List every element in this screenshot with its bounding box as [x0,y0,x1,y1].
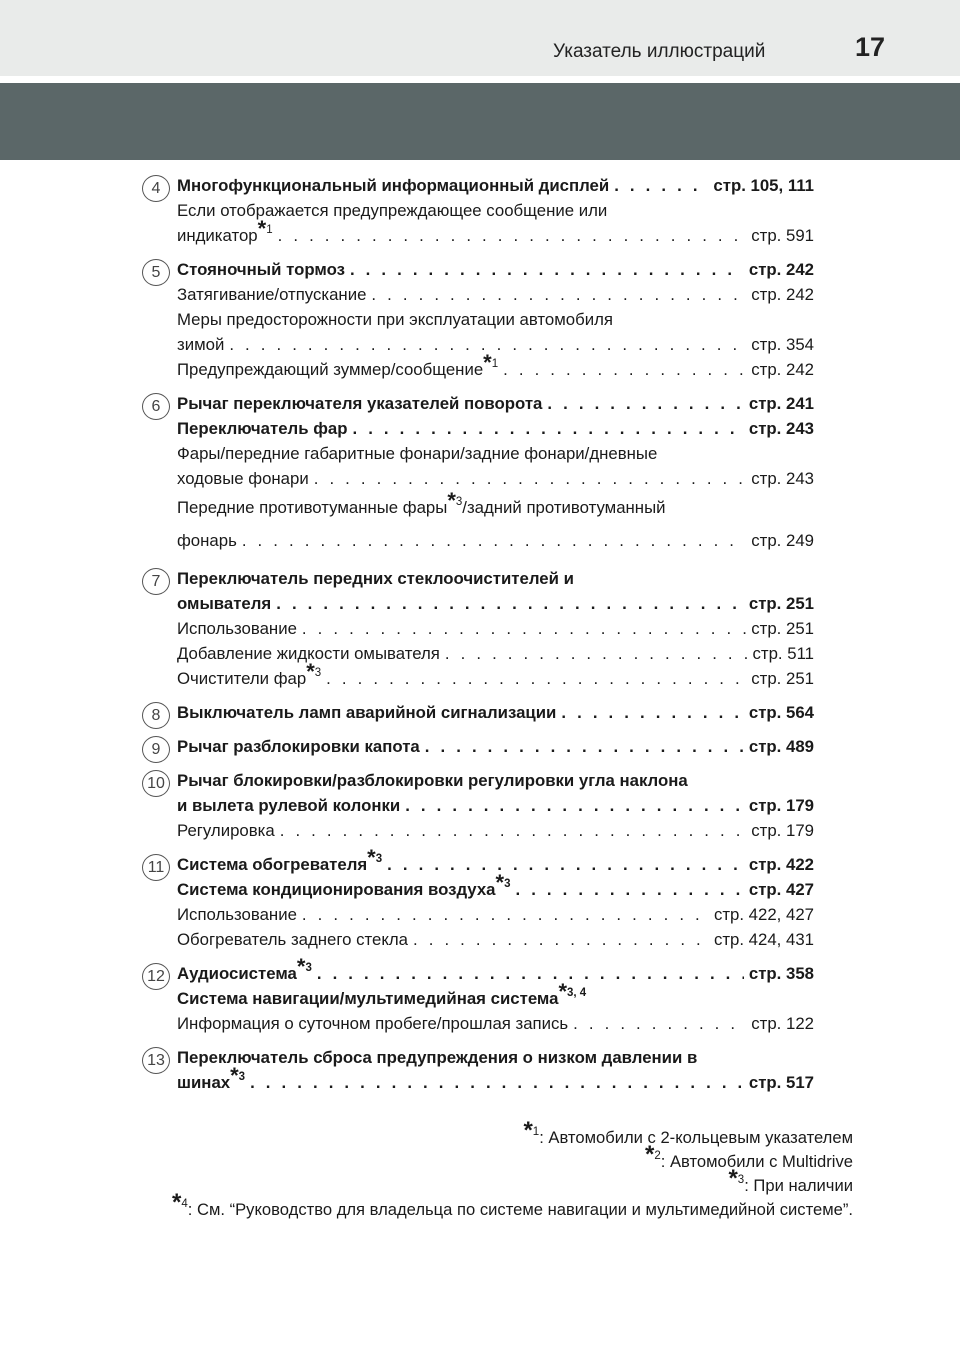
dot-leader [317,961,744,986]
index-entry [177,332,814,357]
page-reference: стр. 241 [748,394,814,413]
index-entry-label [177,734,420,759]
section-gap [0,952,960,961]
index-section [0,566,960,691]
page-reference: стр. 251 [748,594,814,613]
footnote-item [150,1117,853,1150]
callout-number-badge: 11 [142,854,170,881]
index-line-text: Система навигации/мультимедийная система [177,989,559,1008]
index-entry-text: Обогреватель заднего стекла [177,930,408,949]
index-section [0,391,960,557]
section-gap [0,725,960,734]
dot-leader [445,641,748,666]
index-entry-label [177,927,408,952]
asterisk-icon: * [483,350,492,376]
index-line [177,979,814,1011]
index-entry-label [177,954,312,986]
index-line [177,488,814,524]
footnote-item [150,1165,853,1198]
index-entry [177,173,814,198]
dot-leader [614,173,708,198]
page-reference: стр. 354 [751,335,814,354]
footnote-ref [558,979,587,1005]
index-entry-text: Аудиосистема [177,964,297,983]
index-section [0,845,960,952]
callout-number-badge: 5 [142,259,170,286]
page-reference: стр. 122 [751,1014,814,1033]
index-entry-label [177,902,297,927]
asterisk-icon: * [306,659,315,685]
dot-leader [547,391,743,416]
index-entry-label [177,1011,568,1036]
index-entry-label [177,870,511,902]
page-reference: стр. 105, 111 [713,176,814,195]
footnote-marker [172,1189,188,1217]
page-reference: стр. 251 [751,669,814,688]
index-entry-text: Затягивание/отпускание [177,285,367,304]
index-entry-text: омывателя [177,594,272,613]
index-entry [177,216,814,248]
index-entry-text: Рычаг переключателя указателей поворота [177,394,543,413]
illustration-index-list [0,173,960,1095]
footnote-ref [257,216,273,242]
index-entry-label [177,391,542,416]
index-line-text: Если отображается предупреждающее сообщение или [177,201,608,220]
page-reference: стр. 358 [748,964,814,983]
index-entry [177,954,814,986]
index-entry [177,927,814,952]
footnote-marker-number: 4 [181,1198,188,1211]
index-line [177,441,814,466]
index-entry-label [177,793,400,818]
dot-leader [242,524,746,557]
section-gap [0,382,960,391]
page-reference: стр. 251 [751,619,814,638]
callout-number-badge: 10 [142,770,170,797]
index-entry-text: Добавление жидкости омывателя [177,644,440,663]
index-entry-text: Использование [177,619,297,638]
footnote-ref-number: 3 [314,667,322,680]
dot-leader [350,257,744,282]
footnote-item [150,1141,853,1174]
dot-leader [413,927,709,952]
index-line [177,566,814,591]
footnote-ref-number: 3 [455,496,463,509]
asterisk-icon: * [523,1117,533,1145]
callout-number-badge: 4 [142,175,170,202]
footnote-ref-number: 3, 4 [567,987,587,1000]
section-gap [0,557,960,566]
dot-leader [278,223,747,248]
index-entry-text: Выключатель ламп аварийной сигнализации [177,703,557,722]
section-gap [0,843,960,852]
footnote-ref [296,954,312,980]
index-entry [177,416,814,441]
dot-leader [314,466,747,491]
index-entry-text: Переключатель фар [177,419,348,438]
index-line-text: Фары/передние габаритные фонари/задние фонари/дневные [177,444,658,463]
header-top-bar [0,0,960,76]
dot-leader [302,902,709,927]
index-entry [177,391,814,416]
footnote-ref [230,1063,246,1089]
index-entry-label [177,616,297,641]
index-entry [177,466,814,491]
index-entry-text: Регулировка [177,821,275,840]
index-entry-text: Система кондиционирования воздуха [177,880,496,899]
index-line [177,1045,814,1070]
index-entry-label [177,257,345,282]
index-entry-label [177,350,499,382]
index-entry-text: Использование [177,905,297,924]
index-entry-text: зимой [177,335,225,354]
dot-leader [371,282,746,307]
page-reference: стр. 564 [748,703,814,722]
footnote-ref-number: 3 [375,853,383,866]
index-line [177,307,814,332]
index-entry [177,1011,814,1036]
index-entry-text: ходовые фонари [177,469,309,488]
dot-leader [280,818,747,843]
asterisk-icon: * [644,1141,655,1169]
index-line-text: Передние противотуманные фары [177,498,448,517]
index-entry-label [177,282,366,307]
footnote-text: : При наличии [744,1176,853,1195]
footnote-ref-number: 1 [491,358,499,371]
footnote-ref-number: 3 [238,1071,246,1084]
index-entry-label [177,524,237,557]
section-gap [0,691,960,700]
index-entry-text: Система обогревателя [177,855,368,874]
asterisk-icon: * [367,845,376,871]
footnote-ref-number: 1 [266,224,273,237]
index-entry [177,350,814,382]
footnote-marker [644,1141,661,1169]
index-line [177,768,814,793]
index-entry [177,734,814,759]
index-section [0,768,960,843]
page-reference: стр. 242 [751,360,814,379]
index-section [0,734,960,759]
index-entry-text: индикатор [177,226,258,245]
callout-number-badge: 6 [142,393,170,420]
index-entry-label [177,332,224,357]
index-entry-label [177,659,322,691]
callout-number-badge: 9 [142,736,170,763]
dot-leader [573,1011,746,1036]
index-entry-label [177,416,347,441]
index-entry-text: Очистители фар [177,669,307,688]
callout-number-badge: 13 [142,1047,170,1074]
index-entry [177,659,814,691]
footnote-ref-number: 3 [504,878,511,891]
page-title: Указатель иллюстраций [553,41,766,62]
dot-leader [326,666,746,691]
header-band [0,83,960,160]
index-entry [177,524,814,557]
asterisk-icon: * [728,1165,738,1193]
footnote-item [150,1189,853,1222]
index-entry-label [177,216,273,248]
index-entry-text: фонарь [177,531,237,550]
footnote-marker-number: 3 [737,1174,745,1187]
page-reference: стр. 179 [751,821,814,840]
footnote-marker-number: 1 [532,1126,540,1139]
index-entry [177,700,814,725]
dot-leader [276,591,744,616]
asterisk-icon: * [172,1189,182,1217]
footnote-ref [306,659,322,685]
index-entry [177,257,814,282]
index-entry-label [177,845,383,877]
page-reference: стр. 242 [748,260,814,279]
page-reference: стр. 489 [748,737,814,756]
index-entry [177,591,814,616]
footnote-text: : Автомобили с 2-кольцевым указателем [539,1128,853,1147]
index-entry-text: Многофункциональный информационный дисплей [177,176,610,195]
footnote-ref [367,845,383,871]
footnote-ref [447,488,463,514]
index-section [0,1045,960,1095]
index-entry-label [177,700,556,725]
page-reference: стр. 179 [748,796,814,815]
asterisk-icon: * [230,1063,239,1089]
dot-leader [387,852,744,877]
page-reference: стр. 427 [748,880,814,899]
page-reference: стр. 249 [751,531,814,550]
dot-leader [503,357,746,382]
dot-leader [250,1070,744,1095]
section-gap [0,1036,960,1045]
page-reference: стр. 422, 427 [713,905,814,924]
asterisk-icon: * [257,216,267,242]
index-entry [177,818,814,843]
index-entry-label [177,466,309,491]
page-reference: стр. 242 [751,285,814,304]
index-line-text: Переключатель передних стеклоочистителей и [177,569,574,588]
dot-leader [561,700,743,725]
dot-leader [425,734,744,759]
page-reference: стр. 243 [751,469,814,488]
index-entry-text: шинах [177,1073,231,1092]
dot-leader [302,616,746,641]
index-entry-text: Рычаг разблокировки капота [177,737,420,756]
index-line-text: Меры предосторожности при эксплуатации автомобиля [177,310,613,329]
footnote-ref-number: 3 [305,962,312,975]
asterisk-icon: * [296,954,306,980]
asterisk-icon: * [447,488,456,514]
index-entry-text: Стояночный тормоз [177,260,345,279]
footnote-marker [523,1117,540,1145]
index-entry-label [177,1063,246,1095]
section-gap [0,759,960,768]
footnote-text: : См. “Руководство для владельца по системе навигации и мультимедийной системе”. [187,1200,853,1219]
callout-number-badge: 12 [142,963,170,990]
index-entry [177,870,814,902]
index-entry [177,902,814,927]
index-entry-label [177,818,275,843]
index-entry-label [177,591,271,616]
section-gap [0,248,960,257]
index-entry [177,793,814,818]
page-reference: стр. 243 [748,419,814,438]
index-section [0,257,960,382]
footnote-marker [728,1165,745,1193]
dot-leader [352,416,743,441]
page-reference: стр. 424, 431 [713,930,814,949]
asterisk-icon: * [495,870,505,896]
page-reference: стр. 517 [748,1073,814,1092]
footnote-ref [495,870,511,896]
index-entry-text: и вылета рулевой колонки [177,796,401,815]
page-reference: стр. 511 [752,644,814,663]
footnote-text: : Автомобили с Multidrive [660,1152,853,1171]
dot-leader [515,877,743,902]
dot-leader [405,793,744,818]
index-entry [177,282,814,307]
index-section [0,954,960,1036]
index-entry [177,641,814,666]
page-reference: стр. 591 [751,226,814,245]
page-reference: стр. 422 [748,855,814,874]
index-entry-text: Информация о суточном пробеге/прошлая запись [177,1014,569,1033]
index-line-text: Рычаг блокировки/разблокировки регулировки угла наклона [177,771,688,790]
index-entry [177,1063,814,1095]
footnotes [150,1117,853,1222]
index-line-text-cont: /задний противотуманный [462,498,666,517]
callout-number-badge: 7 [142,568,170,595]
page-number: 17 [854,32,886,62]
index-entry-text: Предупреждающий зуммер/сообщение [177,360,484,379]
index-section [0,173,960,248]
callout-number-badge: 8 [142,702,170,729]
index-entry [177,616,814,641]
index-entry-label [177,173,609,198]
index-line-text: Переключатель сброса предупреждения о низком давлении в [177,1048,698,1067]
index-section [0,700,960,725]
footnote-ref [483,350,499,376]
footnote-marker-number: 2 [654,1150,661,1163]
index-line [177,198,814,223]
asterisk-icon: * [558,979,568,1005]
